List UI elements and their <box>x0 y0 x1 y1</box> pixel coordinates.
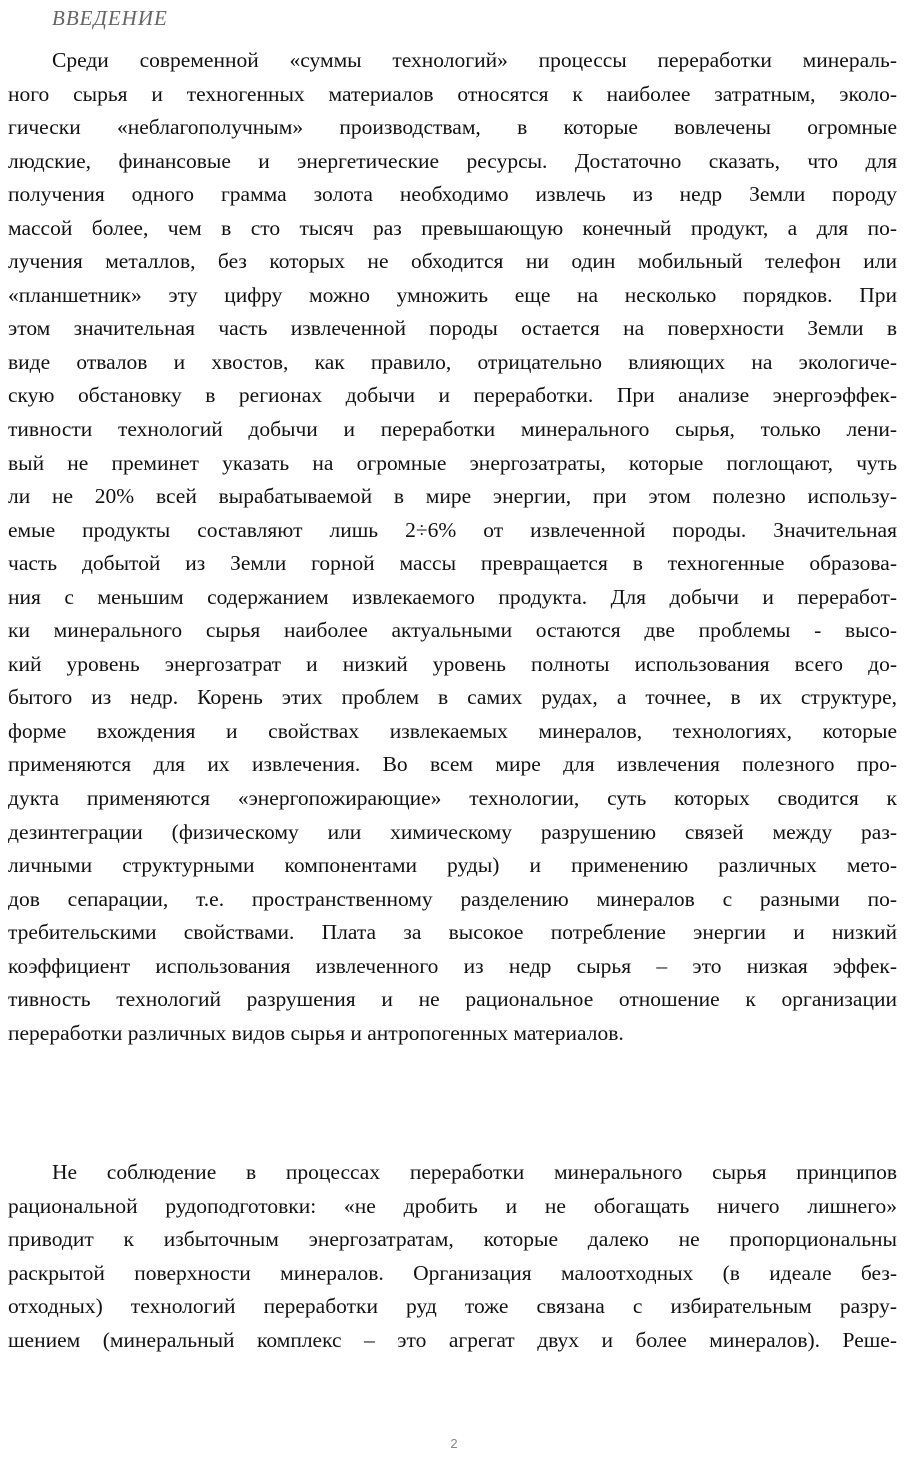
text-line: скую обстановку в регионах добычи и переработки. При анализе энергоэффек- <box>8 383 897 408</box>
text-line: раскрытой поверхности минералов. Организация малоотходных (в идеале без- <box>8 1260 897 1285</box>
text-line: рациональной рудоподготовки: «не дробить и не обогащать ничего лишнего» <box>8 1193 897 1218</box>
text-line: кий уровень энергозатрат и низкий уровень полноты использования всего до- <box>8 651 897 676</box>
text-line: применяются для их извлечения. Во всем мире для извлечения полезного про- <box>8 752 897 777</box>
text-line: отходных) технологий переработки руд тоже связана с избирательным разру- <box>8 1294 897 1319</box>
text-line: людские, финансовые и энергетические ресурсы. Достаточно сказать, что для <box>8 148 897 173</box>
text-line: «планшетник» эту цифру можно умножить еще на несколько порядков. При <box>8 282 897 307</box>
text-line: коэффициент использования извлеченного из недр сырья – это низкая эффек- <box>8 953 897 978</box>
text-line: емые продукты составляют лишь 2÷6% от извлеченной породы. Значительная <box>8 517 897 542</box>
text-line: Среди современной «суммы технологий» процессы переработки минераль- <box>52 48 897 72</box>
text-line: требительскими свойствами. Плата за высокое потребление энергии и низкий <box>8 920 897 945</box>
text-line: переработки различных видов сырья и антропогенных материалов. <box>8 1020 624 1045</box>
text-line: массой более, чем в сто тысяч раз превышающую конечный продукт, а для по- <box>8 215 897 240</box>
text-line: дукта применяются «энергопожирающие» технологии, суть которых сводится к <box>8 786 897 811</box>
paragraph-2 <box>8 1156 897 1357</box>
text-line: форме вхождения и свойствах извлекаемых минералов, технологиях, которые <box>8 718 897 743</box>
text-line: шением (минеральный комплекс – это агрегат двух и более минералов). Реше- <box>8 1327 897 1352</box>
section-heading: ВВЕДЕНИЕ <box>52 6 168 30</box>
text-line: тивности технологий добычи и переработки минерального сырья, только лени- <box>8 417 897 442</box>
text-line: гически «неблагополучным» производствам, в которые вовлечены огромные <box>8 115 897 140</box>
text-line: ния с меньшим содержанием извлекаемого продукта. Для добычи и переработ- <box>8 584 897 609</box>
text-line: тивность технологий разрушения и не рациональное отношение к организации <box>8 987 897 1012</box>
text-line: лучения металлов, без которых не обходится ни один мобильный телефон или <box>8 249 897 274</box>
text-line: приводит к избыточным энергозатратам, которые далеко не пропорциональны <box>8 1227 897 1252</box>
text-line: бытого из недр. Корень этих проблем в самих рудах, а точнее, в их структуре, <box>8 685 897 710</box>
text-line: получения одного грамма золота необходимо извлечь из недр Земли породу <box>8 182 897 207</box>
text-line: этом значительная часть извлеченной породы остается на поверхности Земли в <box>8 316 897 341</box>
text-line: Не соблюдение в процессах переработки минерального сырья принципов <box>52 1160 897 1184</box>
text-line: ки минерального сырья наиболее актуальными остаются две проблемы - высо- <box>8 618 897 643</box>
text-line: виде отвалов и хвостов, как правило, отрицательно влияющих на экологиче- <box>8 349 897 374</box>
text-line: личными структурными компонентами руды) и применению различных мето- <box>8 853 897 878</box>
text-line: ли не 20% всей вырабатываемой в мире энергии, при этом полезно использу- <box>8 484 897 509</box>
page-number: 2 <box>450 1436 458 1451</box>
text-line: вый не преминет указать на огромные энергозатраты, которые поглощают, чуть <box>8 450 897 475</box>
text-line: ного сырья и техногенных материалов относятся к наиболее затратным, эколо- <box>8 81 897 106</box>
text-line: дов сепарации, т.е. пространственному разделению минералов с разными по- <box>8 886 897 911</box>
text-line: часть добытой из Земли горной массы превращается в техногенные образова- <box>8 551 897 576</box>
paragraph-1 <box>8 44 897 1050</box>
text-line: дезинтеграции (физическому или химическому разрушению связей между раз- <box>8 819 897 844</box>
